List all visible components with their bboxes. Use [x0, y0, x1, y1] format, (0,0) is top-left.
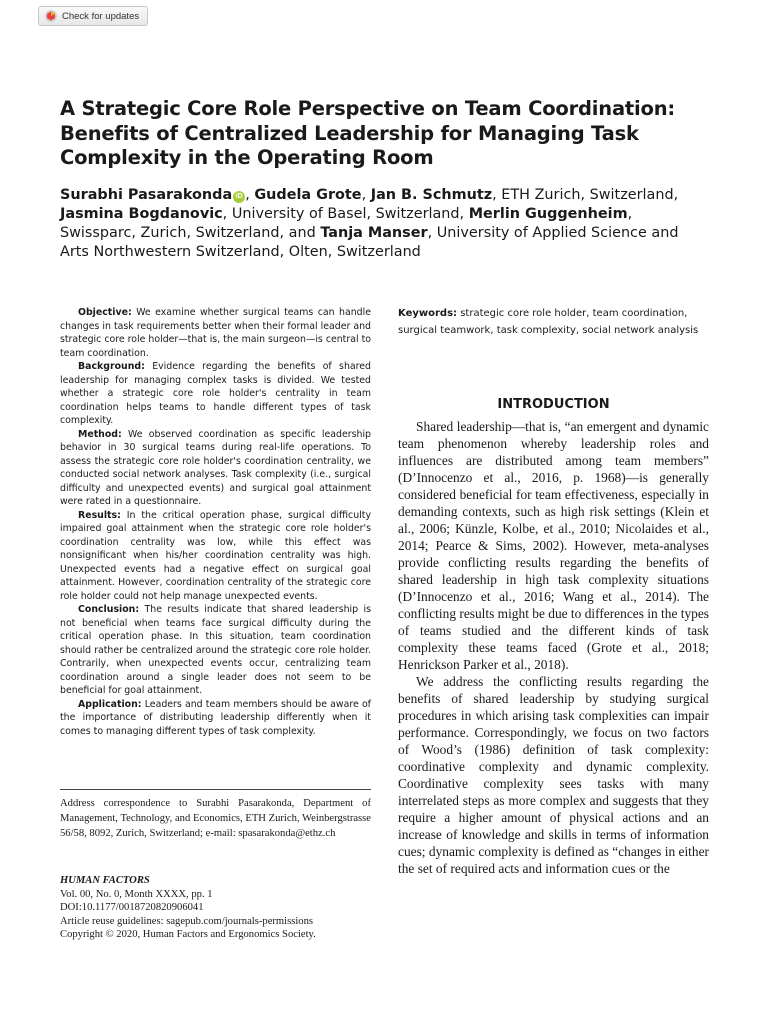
copyright: Copyright © 2020, Human Factors and Ergonomics Society.: [60, 929, 316, 941]
keywords-label: Keywords:: [398, 308, 458, 319]
results-label: Results:: [78, 509, 121, 521]
author-pasarakonda: Surabhi Pasarakonda: [60, 187, 233, 203]
objective-text: We examine whether surgical teams can handle changes in task requirements better when their formal leader and strategic core role holder—that is, the main surgeon—is central to team coordination.: [60, 307, 371, 359]
introduction-heading: INTRODUCTION: [497, 397, 610, 412]
volume-info: Vol. 00, No. 0, Month XXXX, pp. 1: [60, 888, 213, 900]
intro-paragraph-2: We address the conflicting results regarding the benefits of shared leadership by studying surgical procedures in which arising task complexities can impair performance. Correspondingly, we focus on two factors of Wood’s (1986) definition of task complexity: coordinative complexity and dynamic complexity. Coordinative complexity sees tasks with many interrelated steps as more complex and suggests that they require a higher amount of physical actions and an increase of knowledge and skills in terms of information cues; dynamic complexity is defined as “changes in either the set of required acts and information cues or the: [398, 674, 709, 876]
application-label: Application:: [78, 698, 142, 710]
objective-label: Objective:: [78, 307, 132, 318]
intro-paragraph-1: Shared leadership—that is, “an emergent and dynamic team phenomenon whereby leadership roles and influences are distributed among team members” (D’Innocenzo et al., 2016, p. 1968)—is generally considered beneficial for team effectiveness, especially in demanding contexts, such as high risk settings (Klein et al., 2006; Künzle, Kolbe, et al., 2010; Nicolaides et al., 2014; Pearce & Sims, 2002). However, meta-analyses provide conflicting results regarding the benefits of shared leadership in high task complexity situations (D’Innocenzo et al., 2016; Wang et al., 2014). The conflicting results might be due to differences in the types of teams studied and the different kinds of task complexity these teams faced (Grote et al., 2018; Henrickson Parker et al., 2018).: [398, 419, 710, 672]
badge-label: Check for updates: [62, 10, 140, 22]
conclusion-text: The results indicate that shared leadership is not beneficial when teams face surgical difficulty during the critical operation phase. In this situation, team coordination should rather be centralized around the strategic core role holder. Contrarily, when unexpected events occur, centralizing team coordination around a single leader does not seem to be beneficial for goal attainment.: [60, 604, 371, 696]
article-title: [60, 97, 720, 171]
doi[interactable]: DOI:10.1177/0018720820906041: [60, 902, 204, 914]
footnote-divider: [60, 789, 371, 790]
author-schmutz: Jan B. Schmutz: [370, 187, 493, 203]
background-label: Background:: [78, 361, 145, 372]
author-line-4: Arts Northwestern Switzerland, Olten, Switzerland: [60, 244, 421, 260]
reuse-guidelines[interactable]: Article reuse guidelines: sagepub.com/journals-permissions: [60, 915, 314, 927]
author-grote: Gudela Grote: [254, 187, 362, 203]
author-line-1: Surabhi Pasarakonda iD , Gudela Grote, Jan B. Schmutz, ETH Zurich, Switzerland,: [60, 187, 679, 203]
publication-info: [60, 874, 380, 942]
abstract-conclusion: [60, 603, 371, 698]
application-text: Leaders and team members should be aware of the importance of distributing leadership differently when it comes to managing different types of task complexity.: [60, 698, 371, 737]
abstract: [60, 306, 371, 738]
results-text: In the critical operation phase, surgical difficulty impaired goal attainment when the strategic core role holder's coordination centrality was low, while this effect was nonsignificant when his/her coordination centrality was high. Unexpected events had a negative effect on surgical goal attainment. However, coordination centrality of the strategic core role holder could not help manage unexpected events.: [60, 509, 371, 602]
author-list: [60, 186, 720, 262]
affiliation-eth: , ETH Zurich, Switzerland,: [492, 187, 679, 203]
introduction-body: [398, 418, 709, 877]
author-manser: Tanja Manser: [320, 225, 428, 241]
author-guggenheim: Merlin Guggenheim: [468, 206, 628, 222]
orcid-icon[interactable]: iD: [233, 191, 245, 203]
abstract-results: [60, 509, 371, 604]
keywords: [398, 306, 709, 339]
author-line-2: Jasmina Bogdanovic, University of Basel, Switzerland, Merlin Guggenheim,: [60, 206, 633, 222]
correspondence-address: Address correspondence to Surabhi Pasarakonda, Department of Management, Technology, and Economics, ETH Zurich, Weinbergstrasse 56/58, 8092, Zurich, Switzerland; e-mail: spasarakonda@ethz.ch: [60, 798, 371, 839]
crossmark-icon: [45, 10, 57, 22]
abstract-application: [60, 698, 371, 739]
check-for-updates-button[interactable]: [38, 6, 148, 26]
abstract-method: [60, 428, 371, 509]
abstract-background: [60, 360, 371, 428]
affiliation-fhnw-part1: , University of Applied Science and: [427, 225, 679, 241]
method-label: Method:: [78, 428, 122, 440]
abstract-objective: [60, 306, 371, 360]
author-bogdanovic: Jasmina Bogdanovic: [60, 206, 223, 222]
method-text: We observed coordination as specific leadership behavior in 30 surgical teams during real-life operations. To assess the strategic core role holder's coordination centrality, we conducted social network analyses. Task complexity (i.e., surgical difficulty and unexpected events) and surgical goal attainment were rated in a questionnaire.: [60, 428, 371, 507]
journal-name: HUMAN FACTORS: [60, 875, 150, 886]
affiliation-basel: , University of Basel, Switzerland,: [222, 206, 469, 222]
keywords-text: strategic core role holder, team coordination, surgical teamwork, task complexity, social network analysis: [398, 308, 699, 336]
author-line-3: [60, 224, 720, 243]
title-line-1: A Strategic Core Role Perspective on Team Coordination:: [60, 97, 675, 120]
conclusion-label: Conclusion:: [78, 604, 140, 615]
background-text: Evidence regarding the benefits of shared leadership for managing complex tasks is divided. We tested whether a strategic core role holder's centrality in team coordination helps teams to handle different types of task complexity.: [60, 361, 371, 426]
title-line-2: Benefits of Centralized Leadership for Managing Task: [60, 121, 639, 145]
title-line-3: Complexity in the Operating Room: [60, 146, 434, 169]
affiliation-swissparc: Swissparc, Zurich, Switzerland, and: [60, 225, 321, 241]
